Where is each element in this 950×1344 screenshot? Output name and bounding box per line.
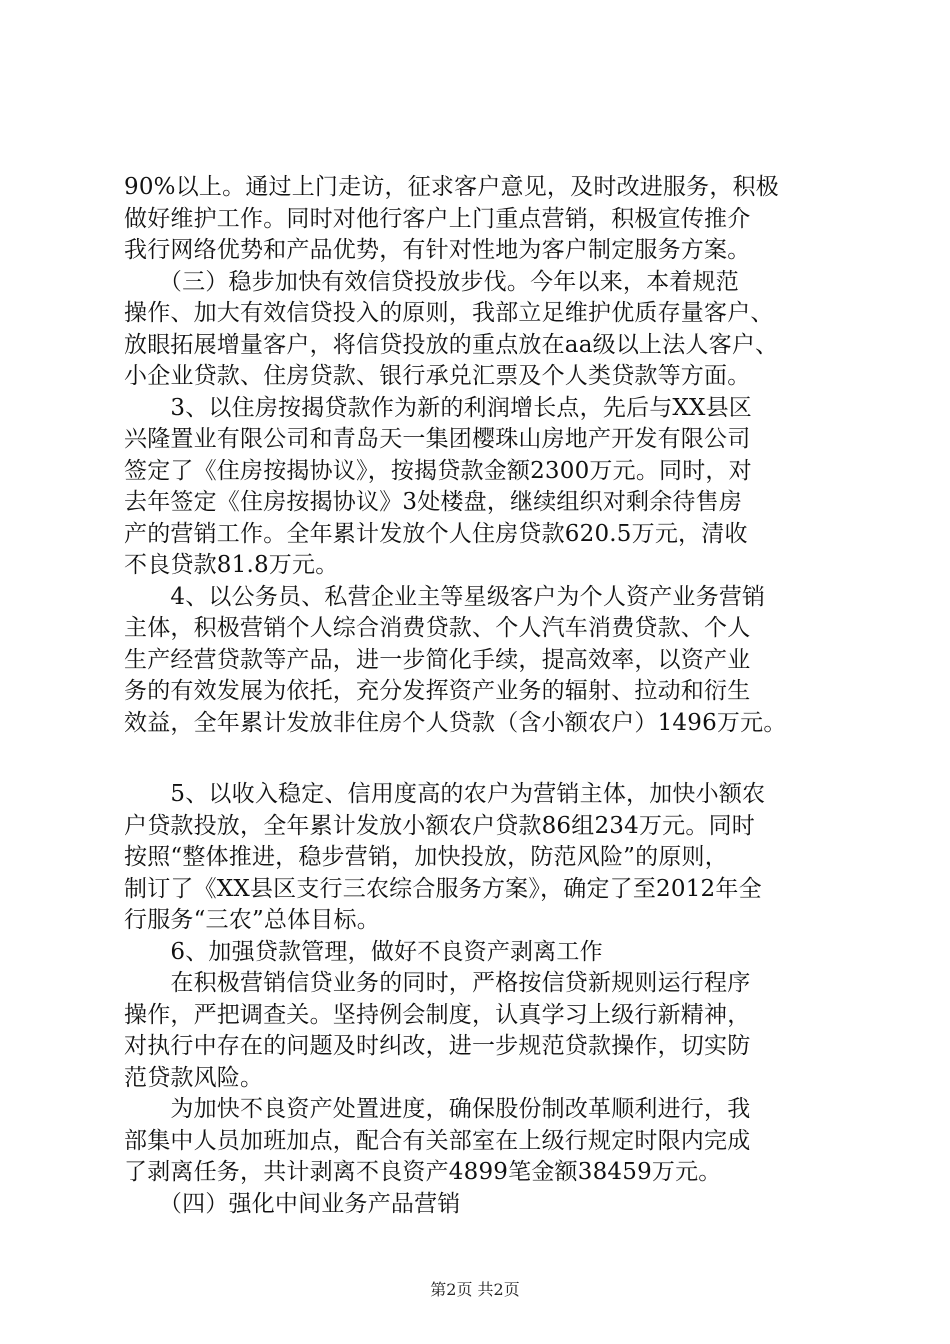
page-footer: 第2页 共2页 xyxy=(430,1280,520,1299)
text-line: 了剥离任务，共计剥离不良资产4899笔金额38459万元。 xyxy=(124,1159,722,1185)
text-line: 为加快不良资产处置进度，确保股份制改革顺利进行，我 xyxy=(124,1096,751,1122)
blank-line xyxy=(124,739,844,779)
text-line: 放眼拓展增量客户，将信贷投放的重点放在aa级以上法人客户、 xyxy=(124,331,779,358)
text-line: 制订了《XX县区支行三农综合服务方案》，确定了至2012年全 xyxy=(124,875,762,902)
text-line: 行服务“三农”总体目标。 xyxy=(124,907,380,933)
text-line: 在积极营销信贷业务的同时，严格按信贷新规则运行程序 xyxy=(124,970,751,996)
section-heading-4: （四）强化中间业务产品营销 xyxy=(124,1190,461,1217)
text-line: 务的有效发展为依托，充分发挥资产业务的辐射、拉动和衍生 xyxy=(124,678,751,704)
text-line: 操作，严把调查关。坚持例会制度，认真学习上级行新精神， xyxy=(124,1001,751,1028)
text-line: 小企业贷款、住房贷款、银行承兑汇票及个人类贷款等方面。 xyxy=(124,363,751,389)
paragraph-4: 4、以公务员、私营企业主等星级客户为个人资产业务营销 xyxy=(124,583,766,610)
text-line: 签定了《住房按揭协议》，按揭贷款金额2300万元。同时，对 xyxy=(124,457,752,484)
text-line: 做好维护工作。同时对他行客户上门重点营销，积极宣传推介 xyxy=(124,205,751,232)
text-line: 去年签定《住房按揭协议》3处楼盘，继续组织对剩余待售房 xyxy=(124,489,743,515)
text-line: 对执行中存在的问题及时纠改，进一步规范贷款操作，切实防 xyxy=(124,1033,751,1059)
text-line: 产的营销工作。全年累计发放个人住房贷款620.5万元，清收 xyxy=(124,520,748,547)
text-line: 按照“整体推进，稳步营销，加快投放，防范风险”的原则， xyxy=(124,844,728,870)
text-line: 操作、加大有效信贷投入的原则，我部立足维护优质存量客户、 xyxy=(124,300,774,326)
text-line: 不良贷款81.8万元。 xyxy=(124,552,339,578)
paragraph-5: 5、以收入稳定、信用度高的农户为营销主体，加快小额农 xyxy=(124,781,766,807)
paragraph-6-heading: 6、加强贷款管理，做好不良资产剥离工作 xyxy=(124,938,603,965)
text-line: 效益，全年累计发放非住房个人贷款（含小额农户）1496万元。 xyxy=(124,709,787,736)
text-line: 兴隆置业有限公司和青岛天一集团樱珠山房地产开发有限公司 xyxy=(124,426,751,452)
section-heading-3: （三）稳步加快有效信贷投放步伐。今年以来，本着规范 xyxy=(124,268,739,295)
text-line: 户贷款投放，全年累计发放小额农户贷款86组234万元。同时 xyxy=(124,812,755,839)
text-line: 生产经营贷款等产品，进一步简化手续，提高效率，以资产业 xyxy=(124,646,751,673)
text-line: 范贷款风险。 xyxy=(124,1064,264,1091)
text-line: 部集中人员加班加点，配合有关部室在上级行规定时限内完成 xyxy=(124,1127,751,1154)
text-line: 主体，积极营销个人综合消费贷款、个人汽车消费贷款、个人 xyxy=(124,615,751,641)
text-line: 我行网络优势和产品优势，有针对性地为客户制定服务方案。 xyxy=(124,237,751,263)
text-line: 90%以上。通过上门走访，征求客户意见，及时改进服务，积极 xyxy=(124,174,779,200)
paragraph-3: 3、以住房按揭贷款作为新的利润增长点，先后与XX县区 xyxy=(124,394,752,421)
document-body xyxy=(124,172,844,1220)
